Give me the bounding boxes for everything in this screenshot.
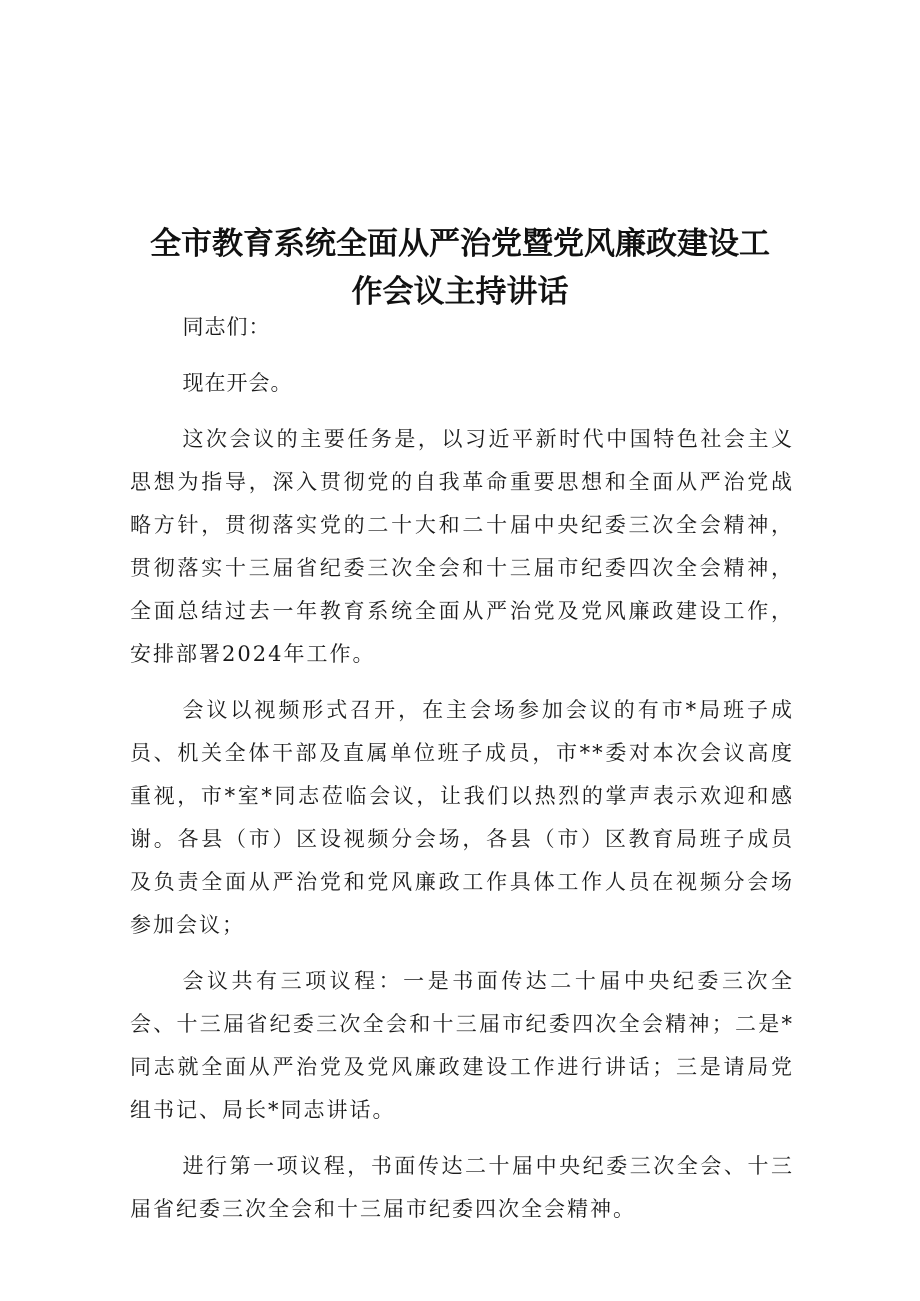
paragraph-agenda: 会议共有三项议程：一是书面传达二十届中央纪委三次全会、十三届省纪委三次全会和十三届市纪委四次全会精神；二是*同志就全面从严治党及党风廉政建设工作进行讲话；三是请局党组书记、局长*同志讲话。	[130, 969, 794, 1122]
paragraph-first-item: 进行第一项议程，书面传达二十届中央纪委三次全会、十三届省纪委三次全会和十三届市纪委四次全会精神。	[130, 1154, 794, 1221]
title-line-2: 作会议主持讲话	[351, 274, 569, 310]
document-body	[130, 306, 794, 1244]
title-line-1: 全市教育系统全面从严治党暨党风廉政建设工	[150, 226, 770, 262]
document-title	[130, 220, 790, 316]
paragraph-meeting-format: 会议以视频形式召开，在主会场参加会议的有市*局班子成员、机关全体干部及直属单位班子成员，市**委对本次会议高度重视，市*室*同志莅临会议，让我们以热烈的掌声表示欢迎和感谢。各县（市）区设视频分会场，各县（市）区教育局班子成员及负责全面从严治党和党风廉政工作具体工作人员在视频分会场参加会议；	[130, 698, 794, 937]
opening-sentence: 现在开会。	[182, 371, 293, 395]
paragraph-main-task: 这次会议的主要任务是，以习近平新时代中国特色社会主义思想为指导，深入贯彻党的自我革命重要思想和全面从严治党战略方针，贯彻落实党的二十大和二十届中央纪委三次全会精神，贯彻落实十三届省纪委三次全会和十三届市纪委四次全会精神，全面总结过去一年教育系统全面从严治党及党风廉政建设工作，安排部署2024年工作。	[130, 427, 794, 666]
salutation: 同志们：	[182, 315, 271, 339]
